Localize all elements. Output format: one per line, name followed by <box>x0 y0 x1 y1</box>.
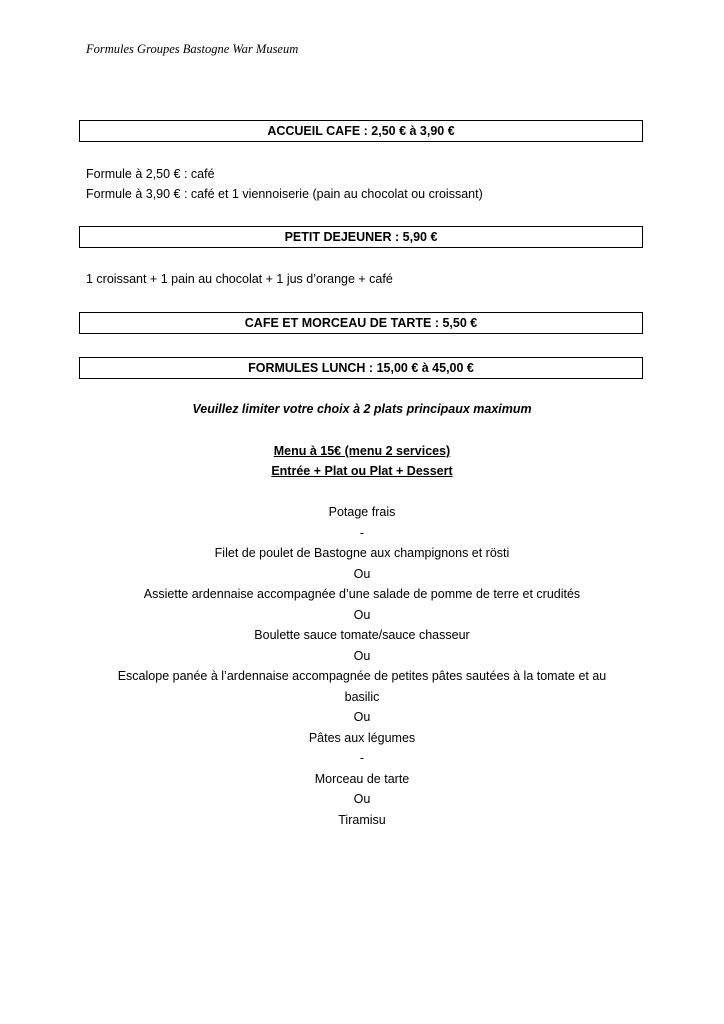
accueil-line-1: Formule à 2,50 € : café <box>86 167 215 181</box>
menu-item: Boulette sauce tomate/sauce chasseur <box>254 628 470 642</box>
page-header: Formules Groupes Bastogne War Museum <box>86 42 299 56</box>
section-petit-dejeuner: PETIT DEJEUNER : 5,90 € <box>79 226 643 248</box>
menu-or: Ou <box>353 648 371 663</box>
menu-item: Tiramisu <box>338 812 386 827</box>
lunch-note: Veuillez limiter votre choix à 2 plats principaux maximum <box>192 402 532 416</box>
menu-separator: - <box>359 525 365 540</box>
menu-item: Assiette ardennaise accompagnée d’une salade de pomme de terre et crudités <box>143 587 581 601</box>
menu-or: Ou <box>353 607 371 622</box>
menu-item: Escalope panée à l’ardennaise accompagnée de petites pâtes sautées à la tomate et au <box>117 669 607 683</box>
section-cafe-tarte: CAFE ET MORCEAU DE TARTE : 5,50 € <box>79 312 643 334</box>
accueil-line-2: Formule à 3,90 € : café et 1 viennoiserie (pain au chocolat ou croissant) <box>86 187 483 201</box>
menu-or: Ou <box>353 566 371 581</box>
menu-item: Pâtes aux légumes <box>308 730 416 745</box>
menu-separator: - <box>359 751 365 765</box>
menu-item: Potage frais <box>328 505 396 519</box>
menu-item: Filet de poulet de Bastogne aux champignons et rösti <box>214 546 510 560</box>
menu-item-continued: basilic <box>344 689 380 704</box>
menu-or: Ou <box>353 792 371 806</box>
section-accueil-cafe: ACCUEIL CAFE : 2,50 € à 3,90 € <box>79 120 643 142</box>
menu-item: Morceau de tarte <box>314 771 410 786</box>
menu-title: Menu à 15€ (menu 2 services) <box>273 444 451 458</box>
menu-subtitle: Entrée + Plat ou Plat + Dessert <box>271 464 453 478</box>
menu-or: Ou <box>353 710 371 724</box>
section-formules-lunch: FORMULES LUNCH : 15,00 € à 45,00 € <box>79 357 643 379</box>
petit-dejeuner-line: 1 croissant + 1 pain au chocolat + 1 jus d’orange + café <box>86 272 393 286</box>
